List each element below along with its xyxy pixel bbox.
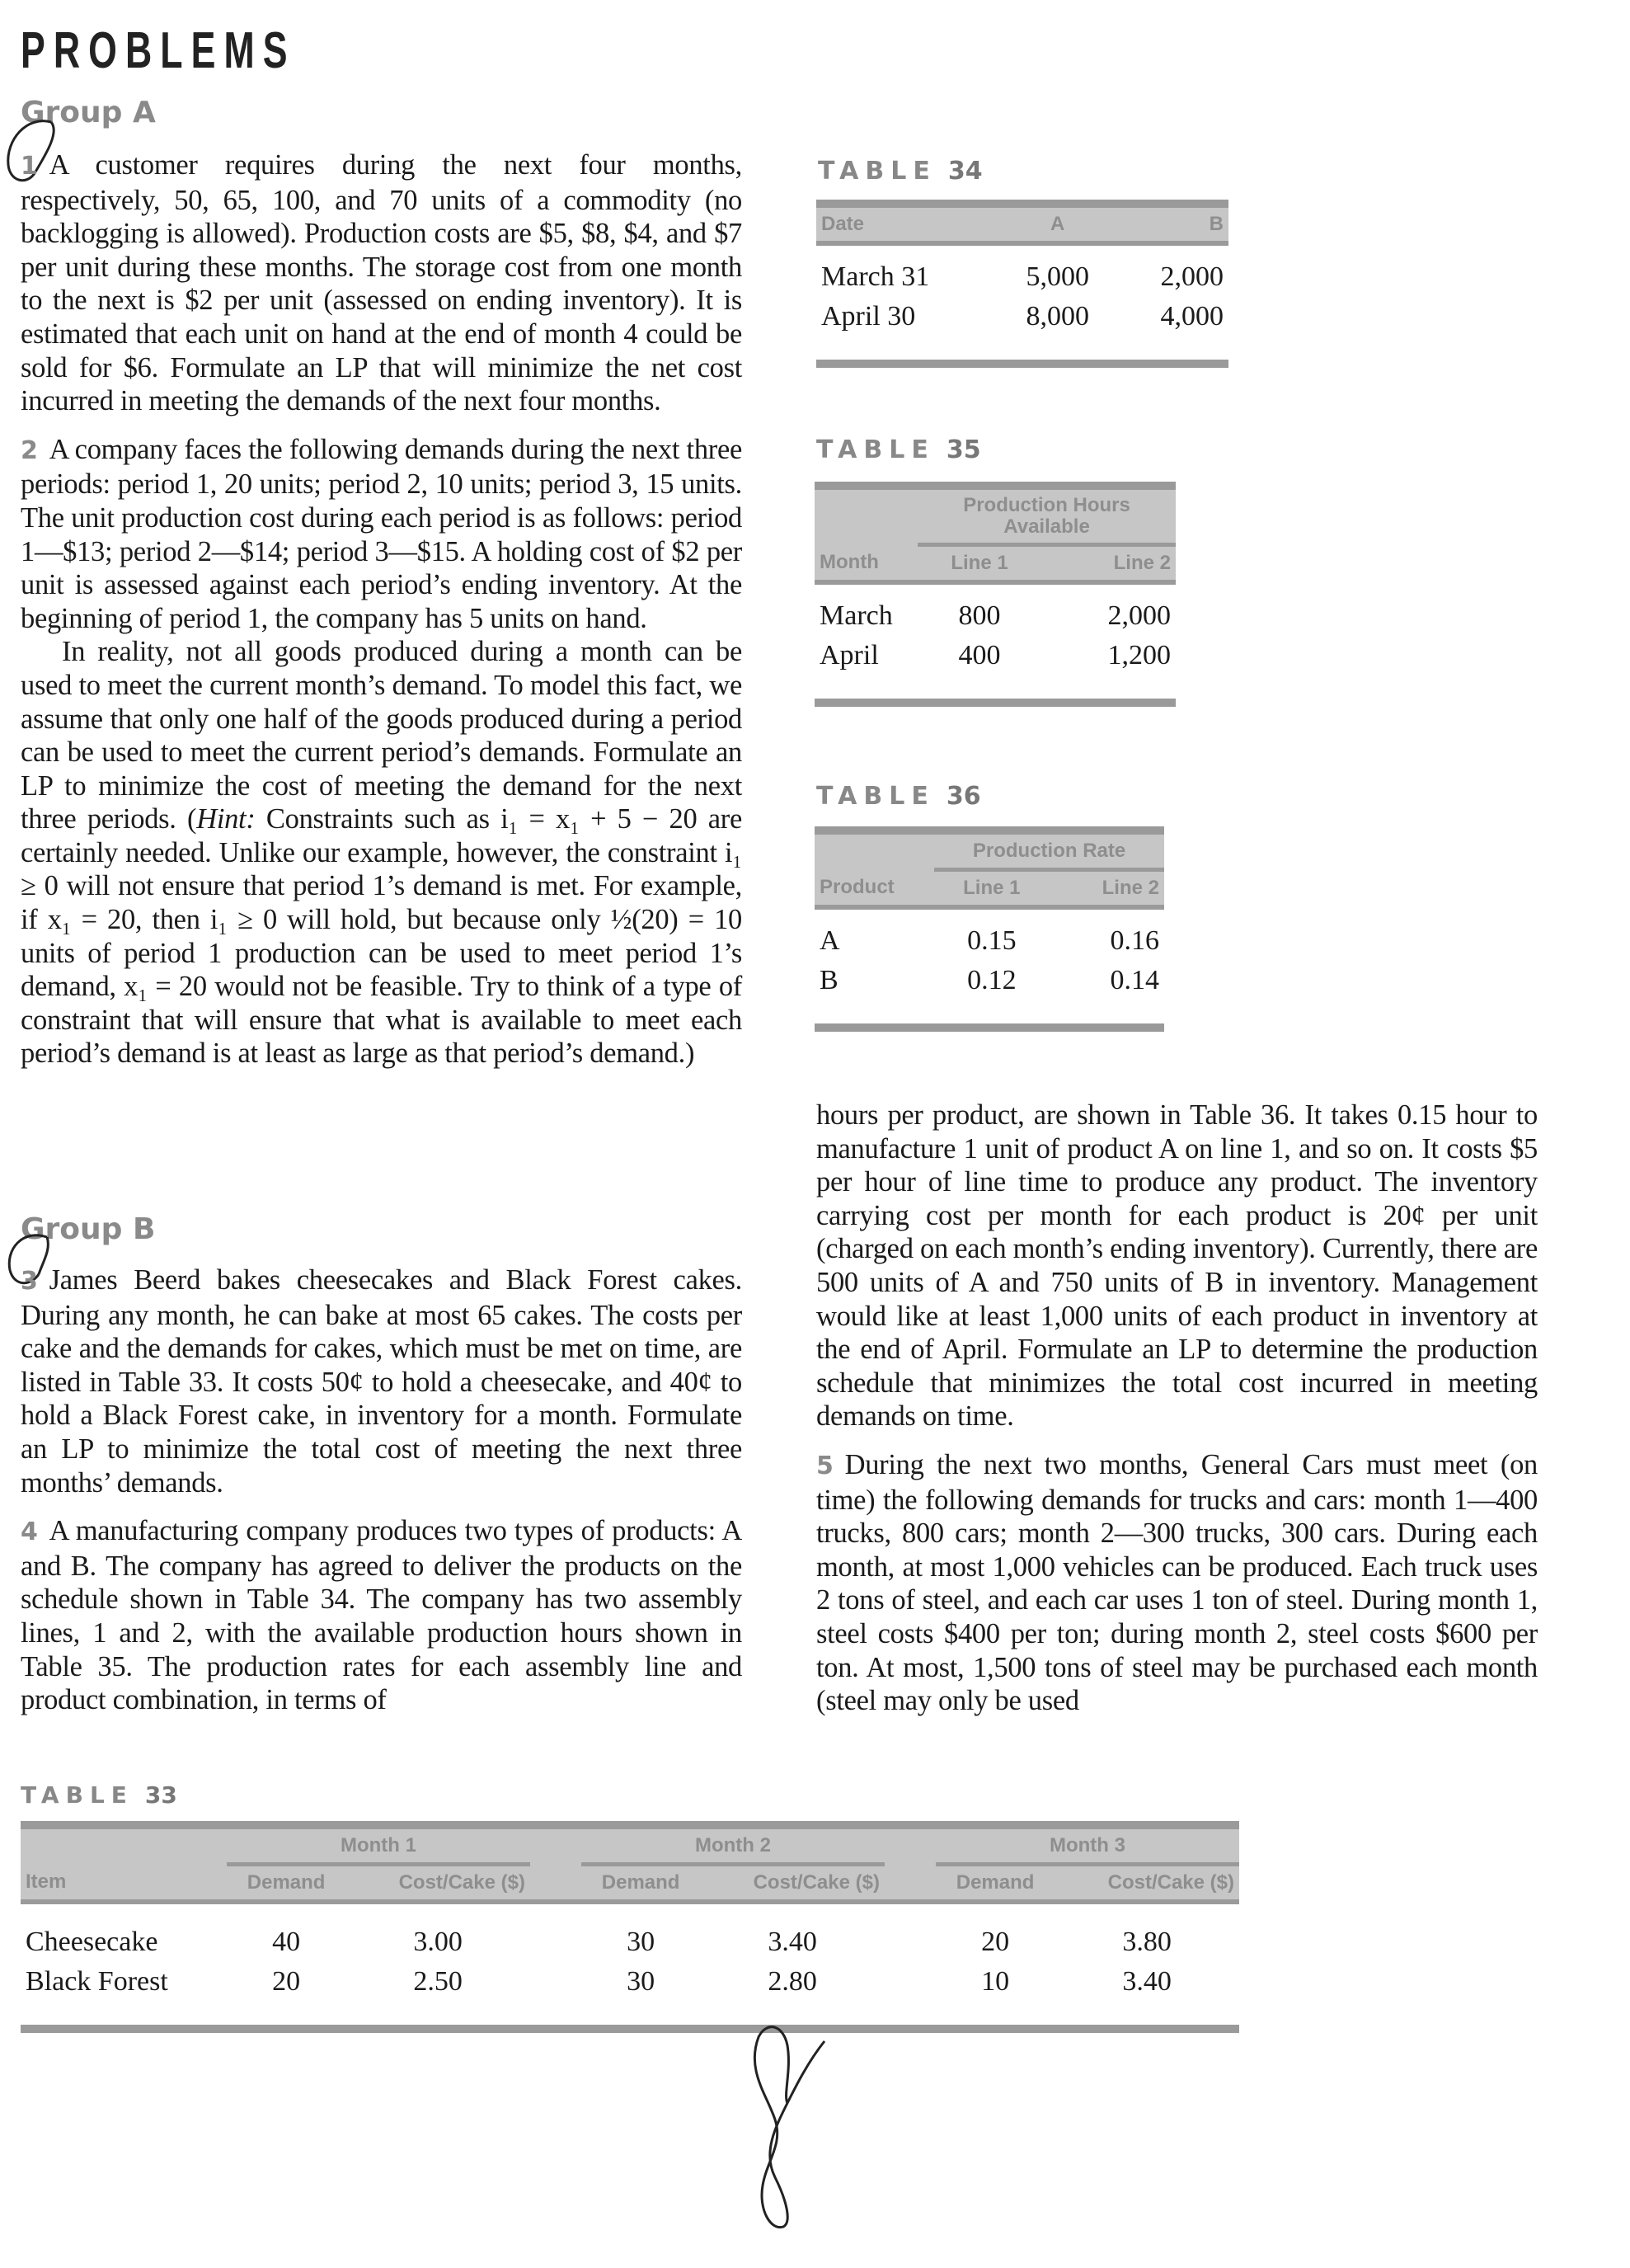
table-row: March 800 2,000 xyxy=(820,600,1171,631)
table-row: Black Forest 20 2.50 30 2.80 10 3.40 xyxy=(26,1966,1172,1997)
page-heading: PROBLEMS xyxy=(21,22,296,79)
table-34: Date A B March 31 5,000 2,000 April 30 8,000 4,000 xyxy=(816,200,1228,368)
table-34-title: TABLE 34 xyxy=(818,157,983,186)
table-36: Production Rate Product Line 1 Line 2 A 0.15 0.16 B 0.12 0.14 xyxy=(815,826,1164,1032)
problem-5: 5 During the next two months, General Cars must meet (on time) the following demands for trucks and cars: month 1—400 trucks, 800 cars; month 2—300 trucks, 300 cars. During each month, at most 1,000 vehicles can be produced. Each truck uses 2 tons of steel, and each car uses 1 ton of steel. During month 1, steel costs $400 per ton; during month 2, steel costs $600 per ton. At most, 1,500 tons of steel may be purchased each month (steel may only be used xyxy=(816,1448,1538,1717)
table-row: Cheesecake 40 3.00 30 3.40 20 3.80 xyxy=(26,1927,1172,1957)
table-36-title: TABLE 36 xyxy=(816,782,981,811)
left-column xyxy=(21,148,742,1085)
table-35-title: TABLE 35 xyxy=(816,435,981,464)
group-b-heading: Group B xyxy=(21,1212,156,1246)
right-column xyxy=(816,1099,1538,1733)
left-column-group-b xyxy=(21,1263,742,1732)
problem-2-continued: In reality, not all goods produced during a month can be used to meet the current month’s demand. To model this fact, we assume that only one half of the goods produced during a period can be used to meet the current period’s demands. Formulate an LP to minimize the cost of meeting the demand for the next three periods. (Hint: Constraints such as i₁ = x₁ + 5 − 20 are certainly needed. Unlike our example, however, the constraint i₁ ≥ 0 will not ensure that period 1’s demand is met. For example, if x₁ = 20, then i₁ ≥ 0 will hold, but because only ½(20) = 10 units of period 1 production can be used to meet period 1’s demand, x₁ = 20 would not be feasible. Try to think of a type of constraint that will ensure that what is available to meet each period’s demand is at least as large as that period’s demand.) xyxy=(21,636,743,1070)
table-35: Production Hours Available Month Line 1 Line 2 March 800 2,000 April 400 1,200 xyxy=(815,482,1176,707)
table-33-title: TABLE 33 xyxy=(21,1781,177,1809)
problem-2: 2 A company faces the following demands during the next three periods: period 1, 20 units; period 2, 10 units; period 3, 15 units. The unit production cost during each period is as follows: period 1—$13; period 2—$14; period 3—$15. A holding cost of $2 per unit is assessed against each period’s ending inventory. At the beginning of period 1, the company has 5 units on hand. xyxy=(21,433,742,634)
table-row: April 400 1,200 xyxy=(820,640,1171,671)
table-33: Month 1 Month 2 Month 3 Item Demand Cost/Cake ($) Demand Cost/Cake ($) Demand Cost/Cake ($) Cheesecake 40 3.00 30 3.40 20 3.80 Black Forest 20 2.50 30 2.80 10 3.40 xyxy=(21,1821,1239,2033)
problem-4-continued: hours per product, are shown in Table 36. It takes 0.15 hour to manufacture 1 unit of product A on line 1, and so on. It costs $5 per hour of line time to produce any product. The inventory carrying cost per month for each product is 20¢ per unit (charged on each month’s ending inventory). Currently, there are 500 units of A and 750 units of B in inventory. Management would like at least 1,000 units of each product in inventory at the end of April. Formulate an LP to determine the production schedule that minimizes the total cost incurred in meeting demands on time. xyxy=(816,1099,1538,1433)
group-a-heading: Group A xyxy=(21,96,156,129)
problem-3: 3 James Beerd bakes cheesecakes and Black Forest cakes. During any month, he can bake at most 65 cakes. The costs per cake and the demands for cakes, which must be met on time, are listed in Table 33. It costs 50¢ to hold a cheesecake, and 40¢ to hold a Black Forest cake, in inventory for a month. Formulate an LP to minimize the total cost of meeting the next three months’ demands. xyxy=(21,1264,742,1499)
table-row: April 30 8,000 4,000 xyxy=(821,301,1224,332)
table-row: B 0.12 0.14 xyxy=(820,965,1159,995)
problem-4: 4 A manufacturing company produces two types of products: A and B. The company has agreed to deliver the products on the schedule shown in Table 34. The company has two assembly lines, 1 and 2, with the available production hours shown in Table 35. The production rates for each assembly line and product combination, in terms of xyxy=(21,1515,742,1716)
table-row: A 0.15 0.16 xyxy=(820,925,1159,956)
problem-1: 1 A customer requires during the next four months, respectively, 50, 65, 100, and 70 units of a commodity (no backlogging is allowed). Production costs are $5, $8, $4, and $7 per unit during these months. The storage cost from one month to the next is $2 per unit (assessed on ending inventory). It is estimated that each unit on hand at the end of month 4 could be sold for $6. Formulate an LP that will minimize the net cost incurred in meeting the demands of the next four months. xyxy=(21,149,742,417)
table-row: March 31 5,000 2,000 xyxy=(821,261,1224,292)
handwritten-page-mark-icon xyxy=(726,2021,857,2235)
